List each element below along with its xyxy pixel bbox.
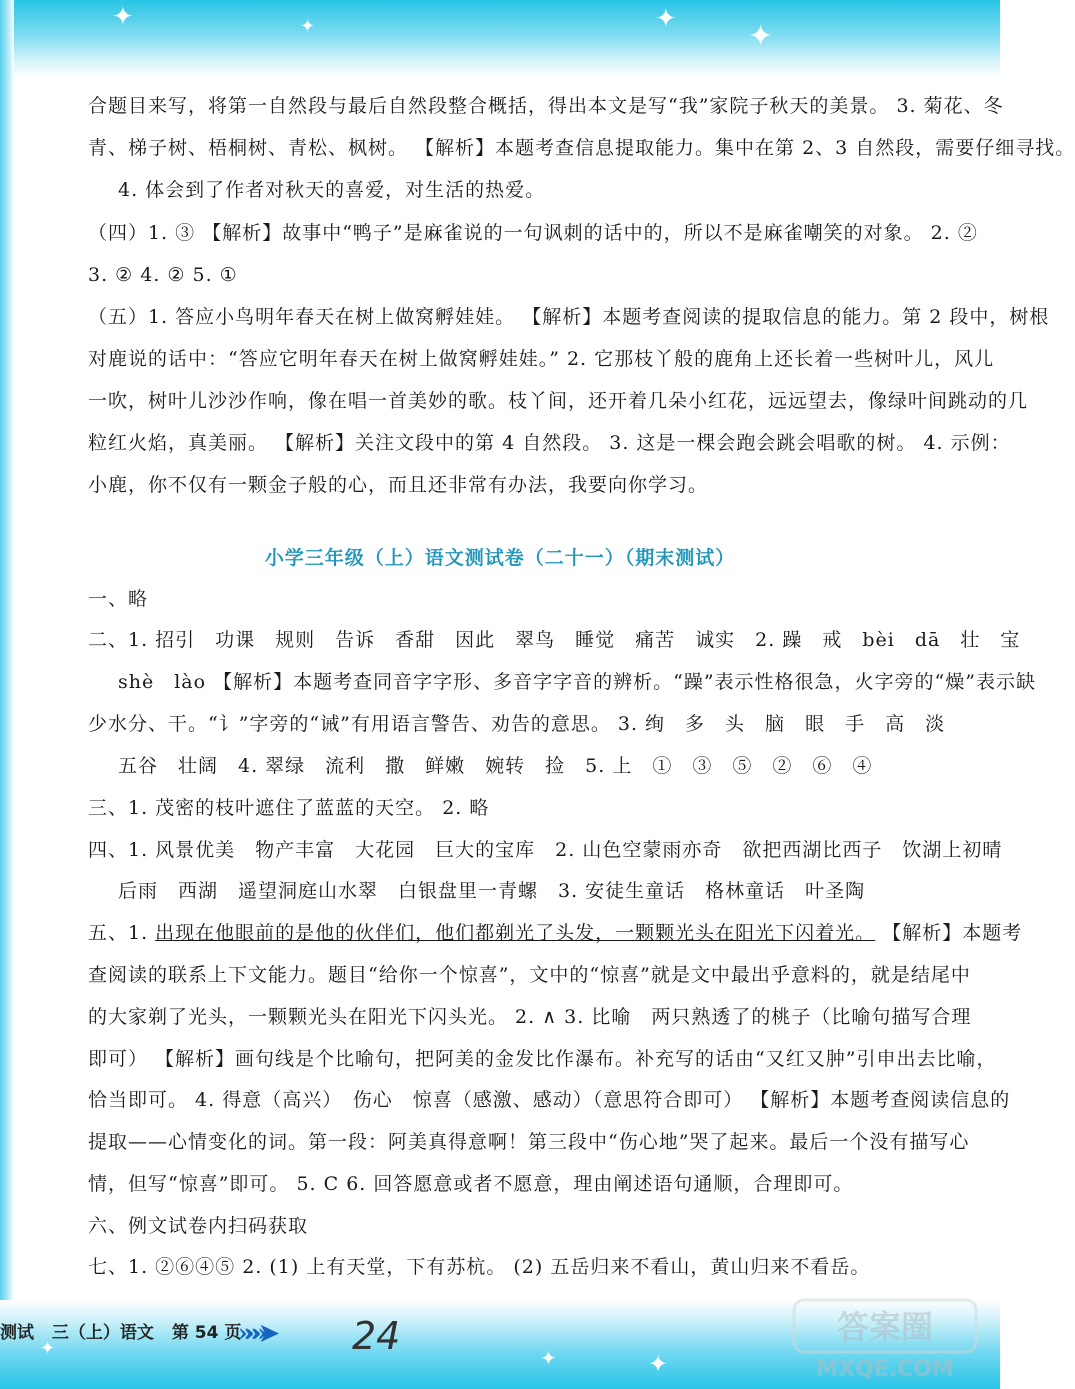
- watermark-url: MXQE.COM: [816, 1357, 954, 1382]
- arrow-icon: »»»➤: [238, 1318, 272, 1347]
- sparkle-icon: ✦: [300, 16, 316, 37]
- answer-line: 3. ② 4. ② 5. ①: [88, 264, 238, 286]
- answer-line: 的大家剃了光头，一颗颗光头在阳光下闪头光。 2. ∧ 3. 比喻 两只熟透了的桃子（比喻句描写合理: [88, 1006, 972, 1028]
- watermark-logo: [790, 1296, 980, 1384]
- answer-line: 二、1. 招引 功课 规则 告诉 香甜 因此 翠鸟 睡觉 痛苦 诚实 2. 躁 戒 bèi dā 壮 宝: [88, 629, 1021, 651]
- sparkle-icon: ✦: [540, 1346, 557, 1370]
- footer-page-number: 第 54 页: [171, 1323, 242, 1343]
- answer-line: 粒红火焰，真美丽。 【解析】关注文段中的第 4 自然段。 3. 这是一棵会跑会跳会唱歌的树。 4. 示例：: [88, 432, 1011, 454]
- footer-grade-subject: 三（上）语文: [51, 1323, 154, 1343]
- answer-line: 四、1. 风景优美 物产丰富 大花园 巨大的宝库 2. 山色空蒙雨亦奇 欲把西湖比西子 饮湖上初晴: [88, 839, 1003, 861]
- answer-line: 4. 体会到了作者对秋天的喜爱，对生活的热爱。: [118, 179, 546, 201]
- answer-line: 青、梯子树、梧桐树、青松、枫树。 【解析】本题考查信息提取能力。集中在第 2、3 自然段，需要仔细寻找。: [88, 137, 1075, 159]
- answer-line: 合题目来写，将第一自然段与最后自然段整合概括，得出本文是写“我”家院子秋天的美景。 3. 菊花、冬: [88, 95, 1004, 117]
- answer-line: （五）1. 答应小鸟明年春天在树上做窝孵娃娃。 【解析】本题考查阅读的提取信息的能力。第 2 段中，树根: [88, 306, 1050, 328]
- answer-line: 后雨 西湖 遥望洞庭山水翠 白银盘里一青螺 3. 安徒生童话 格林童话 叶圣陶: [118, 880, 866, 902]
- answer-line: 六、例文试卷内扫码获取: [88, 1215, 309, 1237]
- answer-text: 【解析】本题考: [875, 922, 1023, 944]
- answer-line: 七、1. ②⑥④⑤ 2. (1) 上有天堂，下有苏杭。 (2) 五岳归来不看山，黄山归来不看岳。: [88, 1256, 871, 1278]
- footer-label: 测试: [0, 1323, 34, 1343]
- answer-line: [88, 918, 1022, 948]
- answer-line: 提取——心情变化的词。第一段：阿美真得意啊！第三段中“伤心地”哭了起来。最后一个没有描写心: [88, 1131, 970, 1153]
- answer-line: shè lào 【解析】本题考查同音字字形、多音字字音的辨析。“躁”表示性格很急，火字旁的“燥”表示缺: [118, 671, 1036, 693]
- answer-line: （四）1. ③ 【解析】故事中“鸭子”是麻雀说的一句讽刺的话中的，所以不是麻雀嘲笑的对象。 2. ②: [88, 222, 978, 244]
- answer-line: 少水分、干。“讠”字旁的“诫”有用语言警告、劝告的意思。 3. 绚 多 头 脑 眼 手 高 淡: [88, 713, 946, 735]
- sparkle-icon: ✦: [648, 1350, 669, 1378]
- section-title: 小学三年级（上）语文测试卷（二十一）（期末测试）: [264, 547, 736, 569]
- answer-line: 一吹，树叶儿沙沙作响，像在唱一首美妙的歌。枝丫间，还开着几朵小红花，远远望去，像绿叶间跳动的几: [88, 390, 1029, 412]
- sparkle-icon: ✦: [112, 2, 134, 32]
- answer-line: 一、略: [88, 588, 149, 610]
- sparkle-icon: ✦: [748, 19, 774, 54]
- answer-line: 对鹿说的话中：“答应它明年春天在树上做窝孵娃娃。” 2. 它那枝丫般的鹿角上还长着一些树叶儿，风儿: [88, 348, 995, 370]
- answer-line: 小鹿，你不仅有一颗金子般的心，而且还非常有办法，我要向你学习。: [88, 474, 709, 496]
- answer-line: 即可） 【解析】画句线是个比喻句，把阿美的金发比作瀑布。补充写的话由“又红又肿”引申出去比喻，: [88, 1048, 997, 1070]
- answer-line: 情，但写“惊喜”即可。 5. C 6. 回答愿意或者不愿意，理由阐述语句通顺，合理即可。: [88, 1173, 854, 1195]
- sparkle-icon: ✦: [655, 4, 677, 34]
- handwritten-page-number: 24: [352, 1314, 401, 1358]
- answer-line: 恰当即可。 4. 得意（高兴） 伤心 惊喜（感激、感动）（意思符合即可） 【解析】本题考查阅读信息的: [88, 1089, 1011, 1111]
- underlined-answer: 出现在他眼前的是他的伙伴们，他们都剃光了头发，一颗颗光头在阳光下闪着光。: [155, 922, 876, 944]
- sparkle-icon: ✦: [40, 1338, 56, 1359]
- answer-line: 三、1. 茂密的枝叶遮住了蓝蓝的天空。 2. 略: [88, 797, 490, 819]
- question-number: 五、1.: [88, 922, 156, 944]
- page-footer: [0, 1318, 253, 1344]
- watermark-text: 答案圈: [836, 1308, 934, 1346]
- answer-line: 五谷 壮阔 4. 翠绿 流利 撒 鲜嫩 婉转 捡 5. 上 ① ③ ⑤ ② ⑥ ④: [118, 755, 873, 777]
- answer-line: 查阅读的联系上下文能力。题目“给你一个惊喜”，文中的“惊喜”就是文中最出乎意料的，就是结尾中: [88, 964, 971, 986]
